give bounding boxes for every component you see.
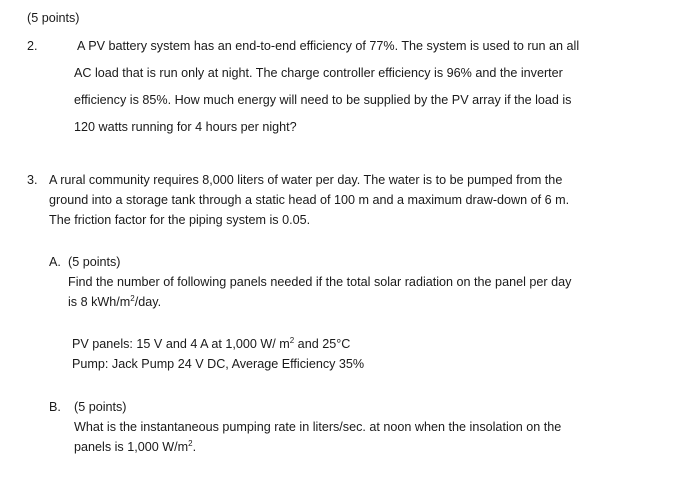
part-a-line-2-text: is 8 kWh/m	[68, 295, 131, 309]
pv-panels-spec	[72, 336, 350, 352]
question-3-line-3: The friction factor for the piping system is 0.05.	[49, 213, 311, 227]
question-2-line-3: efficiency is 85%. How much energy will need to be supplied by the PV array if the load is	[74, 93, 572, 107]
points-header: (5 points)	[27, 11, 80, 25]
pv-panels-spec-text: PV panels: 15 V and 4 A at 1,000 W/ m	[72, 337, 290, 351]
part-a-line-1: Find the number of following panels needed if the total solar radiation on the panel per day	[68, 275, 572, 289]
question-3-number: 3.	[27, 173, 38, 187]
part-b-points: (5 points)	[74, 400, 127, 414]
pump-spec: Pump: Jack Pump 24 V DC, Average Efficiency 35%	[72, 357, 365, 371]
part-a-points: (5 points)	[68, 255, 121, 269]
question-2-line-4: 120 watts running for 4 hours per night?	[74, 120, 297, 134]
question-3-line-1: A rural community requires 8,000 liters of water per day. The water is to be pumped from the	[49, 173, 563, 187]
part-a-label: A.	[49, 255, 61, 269]
pv-panels-spec-superscript: 2	[289, 336, 295, 345]
question-3-line-2: ground into a storage tank through a static head of 100 m and a maximum draw-down of 6 m.	[49, 193, 570, 207]
part-b-line-2	[74, 439, 196, 455]
part-b-line-2-suffix: .	[192, 440, 197, 454]
part-b-label: B.	[49, 400, 61, 414]
part-b-line-2-text: panels is 1,000 W/m	[74, 440, 189, 454]
question-2-line-1: A PV battery system has an end-to-end efficiency of 77%. The system is used to run an all	[77, 39, 580, 53]
question-2-number: 2.	[27, 39, 38, 53]
part-a-line-2	[68, 294, 161, 310]
part-b-line-2-superscript: 2	[188, 439, 193, 448]
part-a-line-2-suffix: /day.	[134, 295, 162, 309]
pv-panels-spec-suffix: and 25°C	[294, 337, 351, 351]
part-b-line-1: What is the instantaneous pumping rate in liters/sec. at noon when the insolation on the	[74, 420, 562, 434]
question-2-line-2: AC load that is run only at night. The charge controller efficiency is 96% and the inverter	[74, 66, 563, 80]
part-a-line-2-superscript: 2	[130, 294, 135, 303]
